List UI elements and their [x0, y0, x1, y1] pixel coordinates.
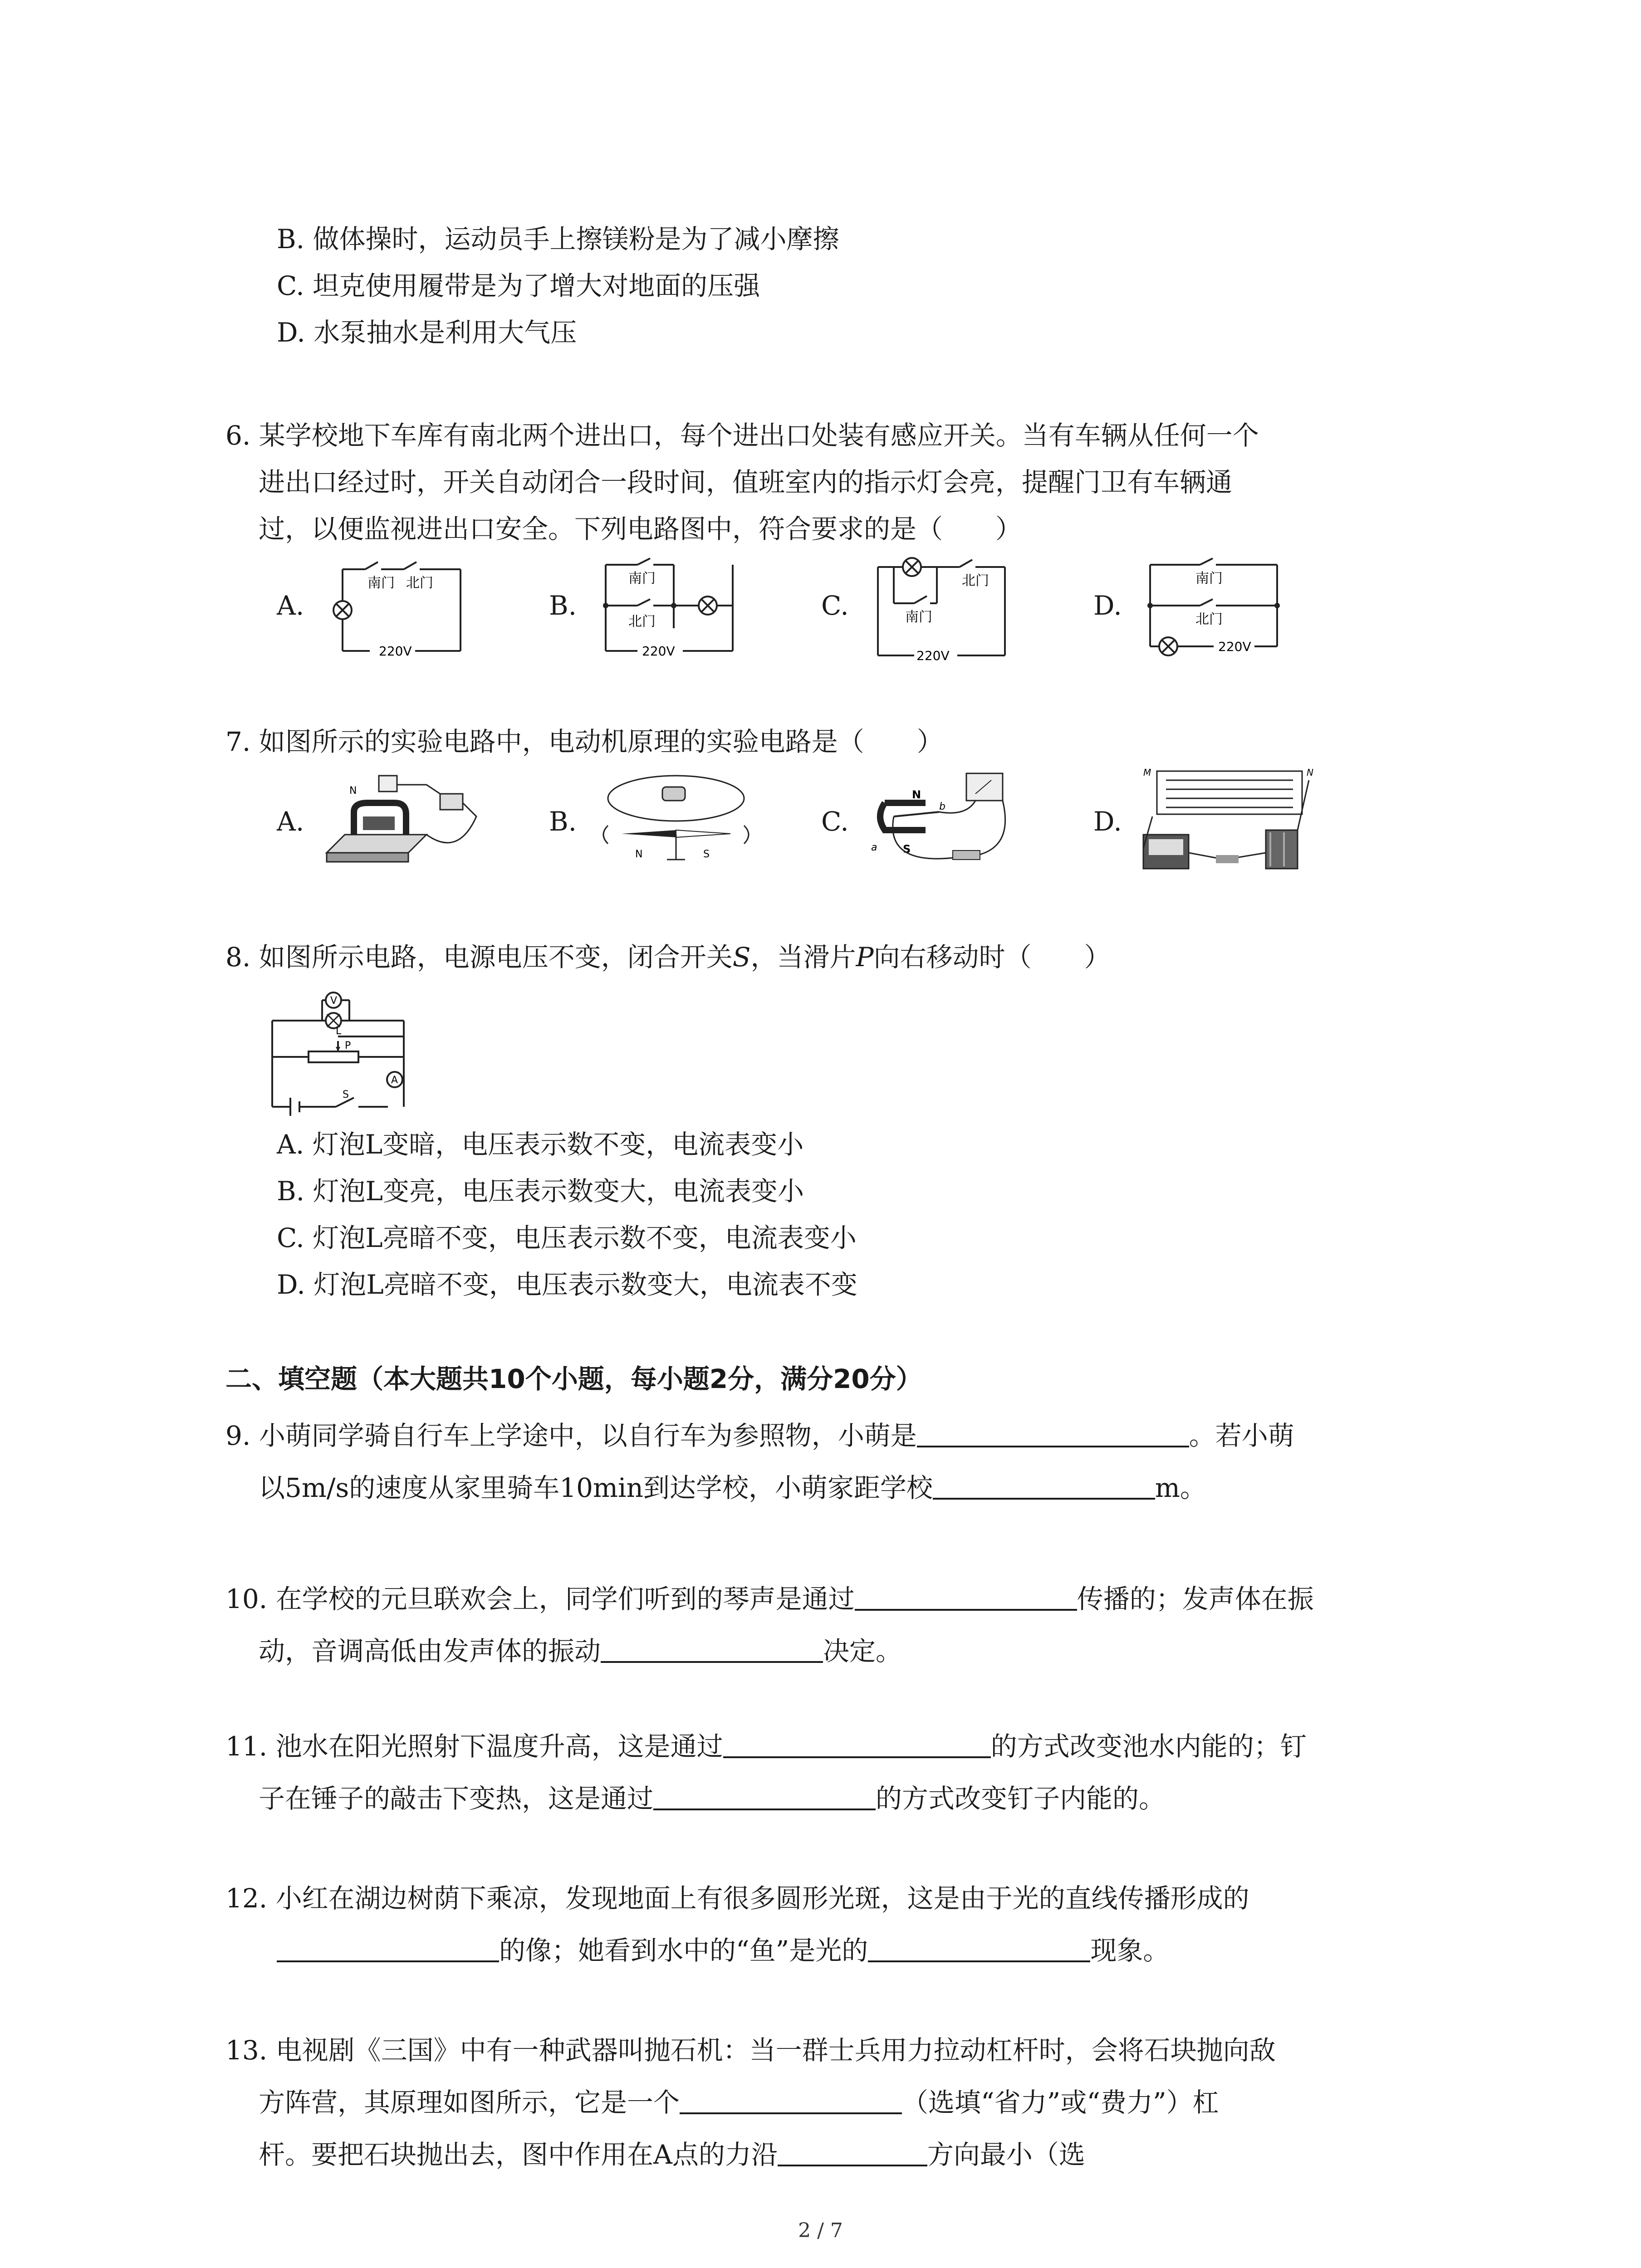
- q6c-north-label: 北门: [962, 573, 989, 589]
- q6-option-b-label: B.: [549, 590, 577, 621]
- q13-line2: 方阵营，其原理如图所示，它是一个 （选填“省力”或“费力”）杠: [259, 2087, 1219, 2118]
- q13-blank-2[interactable]: [778, 2139, 927, 2166]
- q7-option-a-label: A.: [277, 806, 304, 837]
- q6-circuit-b: [597, 556, 746, 660]
- q6-stem-line1: 6. 某学校地下车库有南北两个进出口，每个进出口处装有感应开关。当有车辆从任何一个: [225, 420, 1259, 451]
- q9-line2: 以5m/s的速度从家里骑车10min到达学校，小萌家距学校 m。: [259, 1472, 1206, 1503]
- q6-option-a-label: A.: [277, 590, 304, 621]
- section-2-heading: 二、填空题（本大题共10个小题，每小题2分，满分20分）: [225, 1364, 922, 1394]
- q7-option-d-label: D.: [1093, 806, 1122, 837]
- q10-line1: 10. 在学校的元旦联欢会上，同学们听到的琴声是通过 传播的；发声体在振: [225, 1584, 1314, 1614]
- q6a-voltage-label: 220V: [379, 644, 412, 659]
- q10-blank-1[interactable]: [855, 1584, 1077, 1611]
- q12-blank-1[interactable]: [277, 1935, 499, 1962]
- q6a-south-label: 南门: [367, 575, 395, 591]
- q7c-a-label: a: [871, 842, 877, 853]
- q7c-b-label: b: [939, 801, 945, 812]
- q6d-north-label: 北门: [1195, 611, 1223, 627]
- q12-line1: 12. 小红在湖边树荫下乘凉，发现地面上有很多圆形光斑，这是由于光的直线传播形成的: [225, 1883, 1249, 1914]
- q8-stem: 8. 如图所示电路，电源电压不变，闭合开关S，当滑片P向右移动时（ ）: [225, 942, 1111, 973]
- q11-line2: 子在锤子的敲击下变热，这是通过 的方式改变钉子内能的。: [259, 1783, 1166, 1814]
- q7-figure-b: [594, 767, 758, 871]
- q6b-north-label: 北门: [628, 614, 656, 630]
- q7-figure-c: [867, 767, 1039, 871]
- q6a-north-label: 北门: [406, 575, 433, 591]
- q8-circuit-figure: [268, 989, 422, 1116]
- q9-blank-2[interactable]: [933, 1472, 1155, 1500]
- q8-switch-label: S: [343, 1089, 349, 1100]
- q9-blank-1[interactable]: [917, 1420, 1189, 1447]
- q8-slider-symbol: P: [856, 942, 874, 973]
- q7-stem: 7. 如图所示的实验电路中，电动机原理的实验电路是（ ）: [225, 726, 943, 757]
- q6b-south-label: 南门: [628, 571, 656, 587]
- q6-stem-line2: 进出口经过时，开关自动闭合一段时间，值班室内的指示灯会亮，提醒门卫有车辆通: [259, 467, 1233, 498]
- q11-line1: 11. 池水在阳光照射下温度升高，这是通过 的方式改变池水内能的；钉: [225, 1731, 1307, 1762]
- q7b-s-label: S: [703, 849, 710, 860]
- q8-lamp-label: L: [336, 1026, 342, 1037]
- q10-line2: 动，音调高低由发声体的振动 决定。: [259, 1636, 902, 1667]
- q5-option-c: C. 坦克使用履带是为了增大对地面的压强: [277, 270, 760, 301]
- q8-option-c: C. 灯泡L亮暗不变，电压表示数不变，电流表变小: [277, 1222, 857, 1253]
- q6-circuit-c: [869, 553, 1019, 662]
- q10-blank-2[interactable]: [601, 1636, 823, 1663]
- q7b-n-label: N: [635, 849, 643, 860]
- q6d-south-label: 南门: [1195, 571, 1223, 587]
- q8-ammeter-label: A: [391, 1075, 398, 1086]
- q8-slider-label: P: [345, 1040, 351, 1051]
- q8-option-a: A. 灯泡L变暗，电压表示数不变，电流表变小: [277, 1129, 804, 1160]
- q7c-n-label: N: [912, 788, 921, 801]
- q6-circuit-d: [1141, 556, 1291, 660]
- q6-option-c-label: C.: [821, 590, 849, 621]
- q6-option-d-label: D.: [1093, 590, 1122, 621]
- q6c-voltage-label: 220V: [916, 648, 950, 662]
- q7-figure-a: [322, 767, 495, 866]
- q13-blank-1[interactable]: [680, 2087, 902, 2114]
- q6c-south-label: 南门: [905, 609, 932, 625]
- q7-figure-d: [1134, 762, 1325, 875]
- q11-blank-1[interactable]: [723, 1731, 991, 1758]
- q12-blank-2[interactable]: [868, 1935, 1090, 1962]
- q7c-s-label: S: [903, 843, 911, 855]
- page-number: 2 / 7: [798, 2219, 843, 2242]
- q7a-n-label: N: [349, 785, 357, 797]
- q13-line1: 13. 电视剧《三国》中有一种武器叫抛石机：当一群士兵用力拉动杠杆时，会将石块抛向敌: [225, 2035, 1276, 2066]
- q6-circuit-a: [324, 556, 474, 660]
- q5-option-b: B. 做体操时，运动员手上擦镁粉是为了减小摩擦: [277, 224, 839, 254]
- q7d-m-label: M: [1143, 767, 1151, 778]
- q6d-voltage-label: 220V: [1218, 639, 1251, 654]
- q7-option-c-label: C.: [821, 806, 849, 837]
- q11-blank-2[interactable]: [653, 1783, 876, 1810]
- q6b-voltage-label: 220V: [642, 644, 675, 659]
- q8-option-d: D. 灯泡L亮暗不变，电压表示数变大，电流表不变: [277, 1269, 857, 1300]
- q9-line1: 9. 小萌同学骑自行车上学途中，以自行车为参照物，小萌是 。若小萌: [225, 1420, 1294, 1451]
- q6-stem-line3: 过，以便监视进出口安全。下列电路图中，符合要求的是（ ）: [259, 513, 1022, 544]
- q7d-n-label: N: [1307, 767, 1313, 778]
- q8-option-b: B. 灯泡L变亮，电压表示数变大，电流表变小: [277, 1176, 804, 1207]
- q8-switch-symbol: S: [732, 942, 751, 973]
- q8-voltmeter-label: V: [330, 995, 338, 1007]
- q7-option-b-label: B.: [549, 806, 577, 837]
- q12-line2: 的像；她看到水中的“鱼”是光的 现象。: [277, 1935, 1169, 1966]
- q5-option-d: D. 水泵抽水是利用大气压: [277, 317, 577, 348]
- q13-line3: 杆。要把石块抛出去，图中作用在A点的力沿 方向最小（选: [259, 2139, 1085, 2170]
